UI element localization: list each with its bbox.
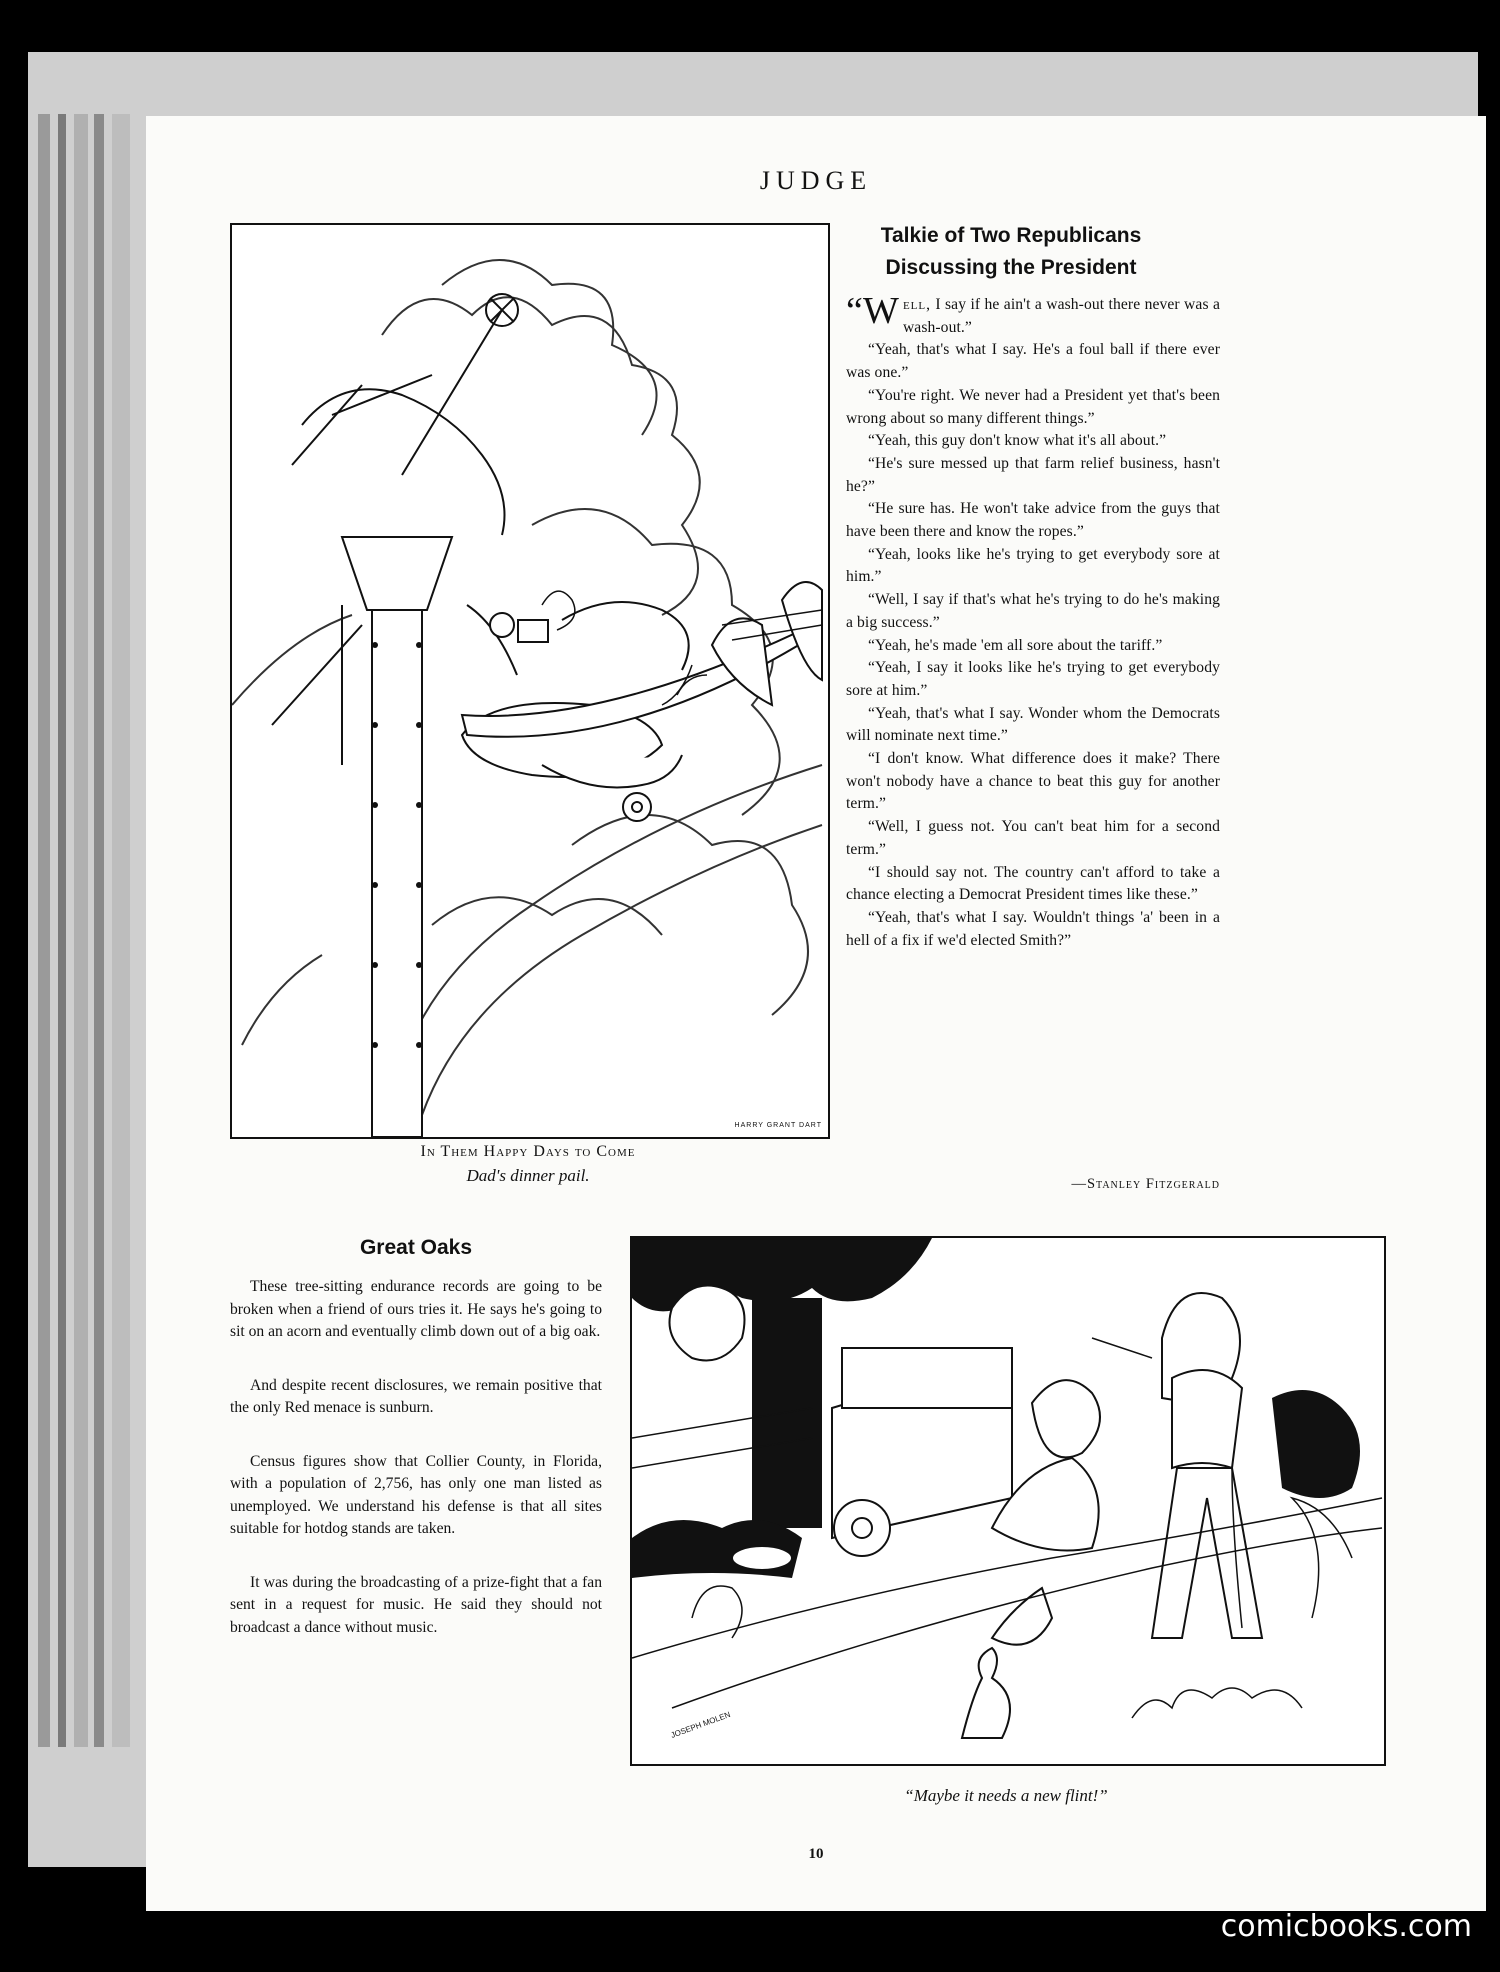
article-body [846,290,1220,952]
great-oaks-paragraph: And despite recent disclosures, we remain positive that the only Red menace is sunburn. [230,1376,602,1416]
top-cartoon-caption-title-text: In Them Happy Days to Come [420,1143,636,1160]
bottom-cartoon-signature: JOSEPH MOLEN [669,1709,732,1740]
article-byline-text: —Stanley Fitzgerald [1071,1176,1220,1192]
article-lead-smallcaps: ell, [902,296,931,313]
bottom-cartoon-illustration [632,1238,1384,1764]
page-number: 10 [808,1846,824,1862]
great-oaks-paragraph: It was during the broadcasting of a prize-fight that a fan sent in a request for music. He said they should not broadcast a dance without music. [230,1573,602,1636]
top-cartoon-illustration [232,225,828,1137]
bottom-cartoon [630,1236,1386,1766]
article-title [836,220,1186,284]
top-cartoon-caption-line: Dad's dinner pail. [466,1166,590,1185]
article-title-line2: Discussing the President [885,256,1137,279]
article-paragraph: “I don't know. What difference does it make? There won't nobody have a chance to beat this guy for another term.” [846,750,1220,813]
watermark: comicbooks.com [1220,1909,1472,1944]
article-dropcap: “W [846,290,899,332]
article-paragraph: “Yeah, that's what I say. Wonder whom the Democrats will nominate next time.” [846,704,1220,745]
bound-volume [28,52,1478,1867]
page-edge [58,114,66,1747]
article-paragraph: “You're right. We never had a President yet that's been wrong about so many different things.” [846,386,1220,427]
article-byline [846,1176,1220,1193]
article-paragraph: “Yeah, he's made 'em all sore about the tariff.” [868,636,1163,654]
top-cartoon-caption-title [230,1143,826,1161]
article-paragraph: “Yeah, I say it looks like he's trying to get everybody sore at him.” [846,659,1220,699]
article-paragraph: “Yeah, that's what I say. Wouldn't things 'a' been in a hell of a fix if we'd elected Smith?” [846,908,1220,949]
great-oaks-body [230,1276,602,1670]
article-paragraph: “He's sure messed up that farm relief business, hasn't he?” [846,454,1220,495]
article-paragraph: “Yeah, looks like he's trying to get everybody sore at him.” [846,545,1220,586]
great-oaks-paragraph: These tree-sitting endurance records are going to be broken when a friend of ours tries it. He says he's going to sit on an acorn and eventually climb down out of a big oak. [230,1278,602,1340]
article-lead-paragraph [846,290,1220,339]
article-paragraph: “He sure has. He won't take advice from the guys that have been there and know the ropes.” [846,500,1220,541]
page-edge [74,114,88,1747]
article-paragraph: “Well, I guess not. You can't beat him for a second term.” [846,818,1220,858]
article-paragraph: “Yeah, this guy don't know what it's all about.” [868,432,1167,450]
article-paragraph: “Well, I say if that's what he's trying to do he's making a big success.” [846,591,1220,631]
article-paragraph: “Yeah, that's what I say. He's a foul ball if there ever was one.” [846,341,1220,382]
article-title-line1: Talkie of Two Republicans [880,224,1142,247]
great-oaks-paragraph: Census figures show that Collier County, in Florida, with a population of 2,756, has only one man listed as unemployed. We understand his defense is that all sites suitable for hotdog stands are taken. [230,1452,602,1537]
running-head: JUDGE [759,166,873,195]
article-lead-text: I say if he ain't a wash-out there never was a wash-out.” [902,296,1220,336]
top-cartoon [230,223,830,1139]
top-cartoon-signature: HARRY GRANT DART [734,1122,822,1129]
great-oaks-title: Great Oaks [359,1236,473,1259]
page-edge [112,114,130,1747]
page-edge [38,114,50,1747]
page-edge [94,114,104,1747]
bottom-cartoon-caption: “Maybe it needs a new flint!” [904,1786,1108,1805]
magazine-page [146,116,1486,1911]
article-paragraph: “I should say not. The country can't afford to take a chance electing a Democrat President times like these.” [846,863,1220,904]
